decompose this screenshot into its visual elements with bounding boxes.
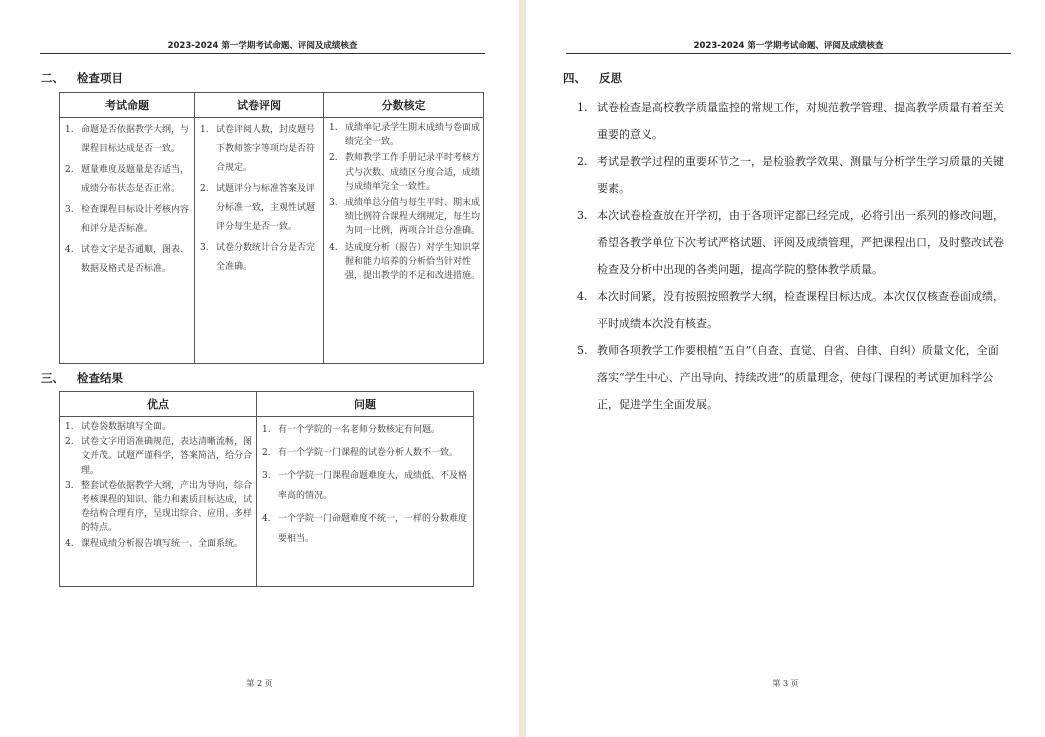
reflection-list — [577, 94, 1009, 418]
page-number: 第 2 页 — [246, 679, 273, 688]
list-item: 4. 达成度分析（报告）对学生知识掌握和能力培养的分析恰当针对性强，提出教学的不足和改进措施。 — [329, 242, 481, 282]
section-2-number: 二、 — [41, 71, 64, 85]
list-item: 2. 有一个学院一门课程的试卷分析人数不一致。 — [262, 448, 459, 458]
list-item: 2. 试题评分与标准答案及评分标准一致，主观性试题评分每生是否一致。 — [200, 184, 316, 232]
section-4-title: 反思 — [599, 71, 622, 85]
page-2 — [0, 0, 519, 737]
page-number: 第 3 页 — [772, 679, 799, 688]
list-item: 4. 本次时间紧，没有按照按照教学大纲，检查课程目标达成。本次仅仅核查卷面成绩，平时成绩本次没有核查。 — [577, 290, 1004, 330]
section-4-heading — [563, 70, 622, 86]
list-item: 2. 题量难度及题量是否适当，成绩分布状态是否正常。 — [65, 165, 190, 194]
list-item: 2. 考试是教学过程的重要环节之一，是检验教学效果、测量与分析学生学习质量的关键要素。 — [577, 155, 1004, 195]
score-verification-cell — [324, 118, 484, 364]
section-2-heading — [41, 70, 123, 86]
inspection-results-table — [59, 391, 474, 587]
list-item: 1. 有一个学院的一名老师分数核定有问题。 — [262, 425, 441, 435]
section-3-number: 三、 — [41, 371, 64, 385]
column-header-paper-review: 试卷评阅 — [195, 93, 324, 118]
exam-design-cell — [60, 118, 195, 364]
list-item: 1. 试卷检查是高校教学质量监控的常规工作，对规范教学管理、提高教学质量有着至关重要的意义。 — [577, 101, 1004, 141]
list-item: 2. 教师教学工作手册记录平时考核方式与次数、成绩区分度合适，成绩与成绩单完全一致性。 — [329, 153, 481, 192]
column-header-strengths: 优点 — [60, 392, 257, 417]
page-header: 2023-2024 第一学期考试命题、评阅及成绩核查 — [40, 39, 485, 54]
list-item: 1. 成绩单记录学生期末成绩与卷面成绩完全一致。 — [329, 123, 481, 148]
list-item: 2. 试卷文字用语准确规范，表达清晰流畅，图文并茂。试题严谨科学，答案简洁，给分合理。 — [65, 437, 253, 476]
page-header: 2023-2024 第一学期考试命题、评阅及成绩核查 — [566, 39, 1011, 54]
list-item: 3. 整套试卷依据教学大纲，产出为导向，综合考核课程的知识、能力和素质目标达成，试卷结构合理有序，呈现出综合、应用、多样的特点。 — [65, 480, 253, 534]
paper-review-cell — [195, 118, 324, 364]
list-item: 4. 一个学院一门命题难度不统一，一样的分数难度要相当。 — [262, 514, 468, 544]
list-item: 4. 试卷文字是否通顺，图表、数据及格式是否标准。 — [65, 245, 190, 274]
section-3-heading — [41, 370, 123, 386]
inspection-items-table — [59, 92, 484, 364]
problems-cell — [257, 417, 474, 587]
list-item: 3. 成绩单总分值与每生平时、期末成绩比例符合课程大纲规定，每生均为同一比例，两项合计总分准确。 — [329, 198, 481, 237]
list-item: 3. 本次试卷检查放在开学初，由于各项评定都已经完成，必将引出一系列的修改问题，希望各教学单位下次考试严格试题、评阅及成绩管理，严把课程出口，及时整改试卷检查及分析中出现的各类问题，提高学院的整体教学质量。 — [577, 209, 1004, 276]
section-3-title: 检查结果 — [77, 371, 123, 385]
list-item: 3. 检查课程目标设计考核内容和评分是否标准。 — [65, 205, 190, 234]
list-item: 1. 试卷袋数据填写全面。 — [65, 422, 172, 432]
list-item: 3. 一个学院一门课程命题难度大，成绩低、不及格率高的情况。 — [262, 471, 468, 501]
strengths-cell — [60, 417, 257, 587]
list-item: 1. 命题是否依据教学大纲，与课程目标达成是否一致。 — [65, 125, 190, 154]
list-item: 3. 试卷分数统计合分是否完全准确。 — [200, 243, 316, 272]
list-item: 5. 教师各项教学工作要根植“五自”（自查、直觉、自省、自律、自纠）质量文化，全面落实“学生中心、产出导向、持续改进”的质量理念，使每门课程的考试更加科学公正，促进学生全面发展。 — [577, 344, 999, 411]
column-header-problems: 问题 — [257, 392, 474, 417]
column-header-score-verification: 分数核定 — [324, 93, 484, 118]
list-item: 1. 试卷评阅人数，封皮题号下教师签字等项均是否符合规定。 — [200, 125, 316, 173]
list-item: 4. 课程成绩分析报告填写统一、全面系统。 — [65, 538, 244, 549]
section-2-title: 检查项目 — [77, 71, 123, 85]
column-header-exam-design: 考试命题 — [60, 93, 195, 118]
section-4-number: 四、 — [563, 71, 586, 85]
